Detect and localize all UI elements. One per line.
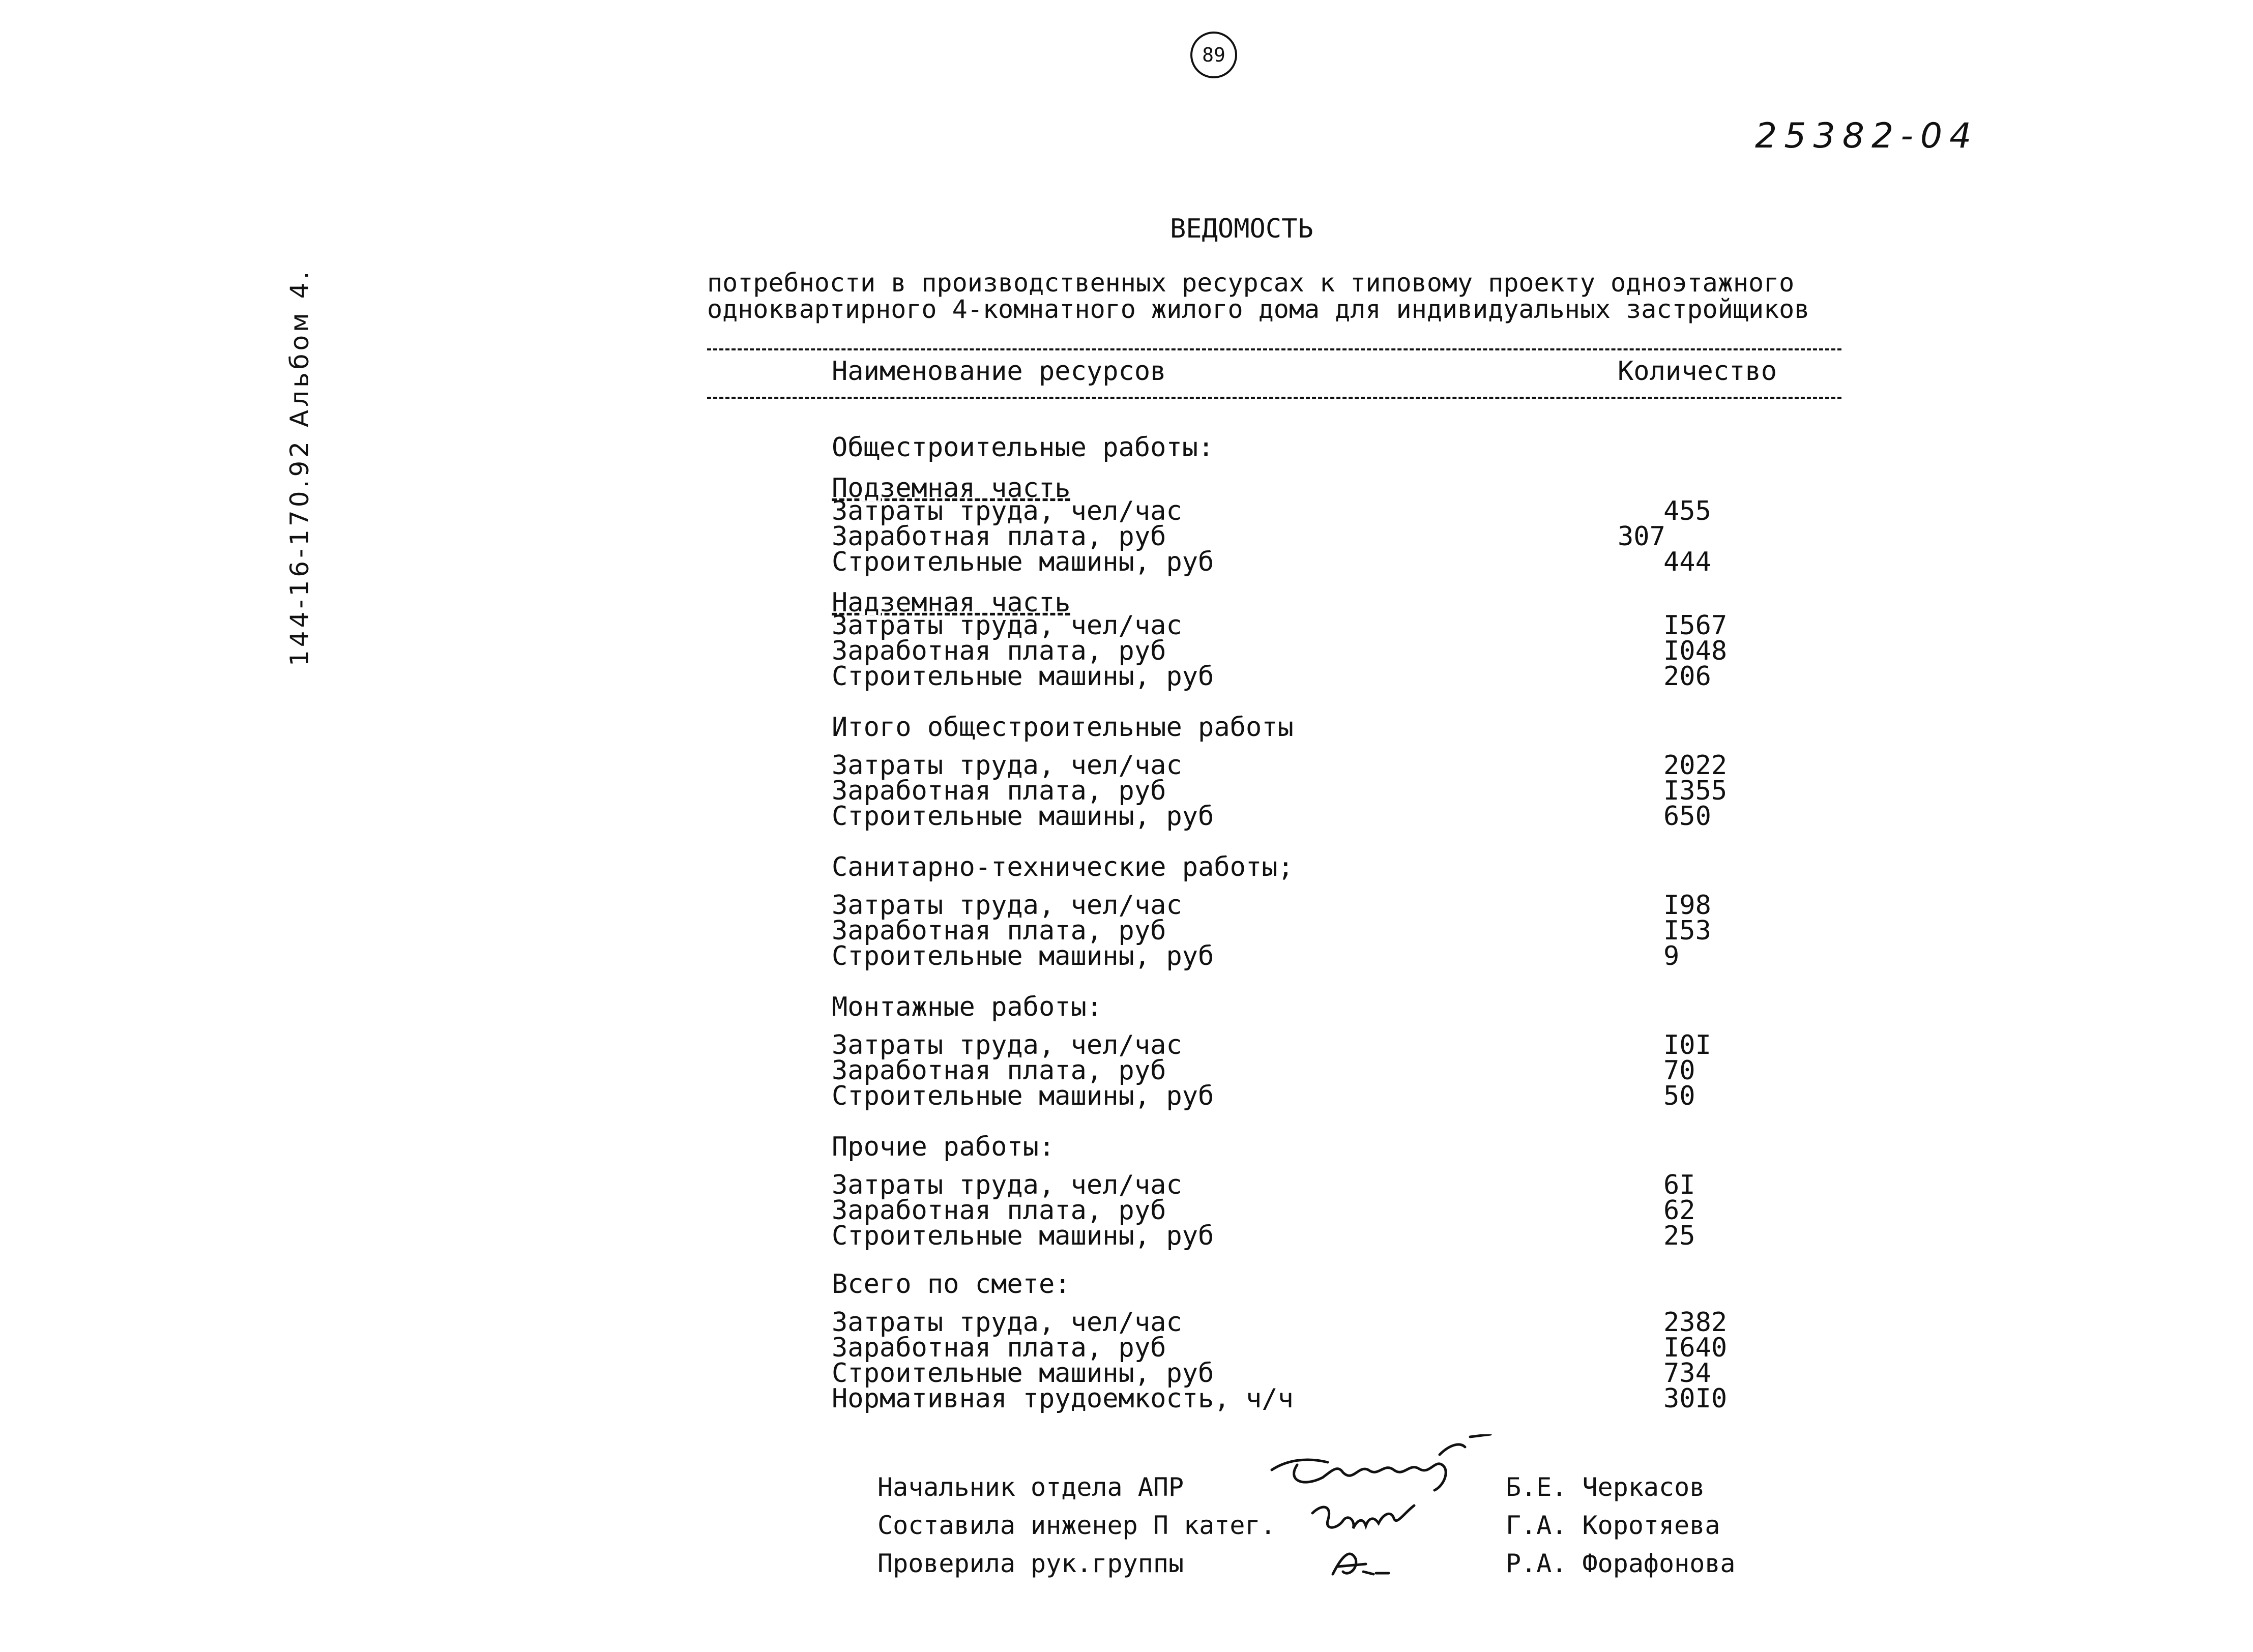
signature-name: Р.А. Форафонова — [1506, 1549, 1736, 1578]
row-label: Строительные машины, руб — [832, 547, 1214, 577]
row-value: 2022 — [1663, 750, 1728, 781]
row-value: 734 — [1663, 1358, 1711, 1389]
row-value: 70 — [1663, 1055, 1695, 1086]
row-label: Строительные машины, руб — [832, 941, 1214, 971]
subtitle-line: потребности в производственных ресурсах к типовому проекту одноэтажного — [707, 268, 1795, 298]
row-label: Затраты труда, чел/час — [832, 890, 1182, 921]
row-value: I0I — [1663, 1030, 1711, 1060]
row-value: 6I — [1663, 1170, 1695, 1200]
row-label: Строительные машины, руб — [832, 1221, 1214, 1251]
section-grand-total-title: Всего по смете: — [832, 1269, 1071, 1300]
row-label: Затраты труда, чел/час — [832, 1307, 1182, 1338]
row-label: Строительные машины, руб — [832, 1081, 1214, 1111]
signature-role: Проверила рук.группы — [877, 1549, 1184, 1578]
row-value: 307 — [1618, 521, 1665, 552]
section-mounting-title: Монтажные работы: — [832, 992, 1103, 1022]
row-label: Затраты труда, чел/час — [832, 750, 1182, 781]
section-other-title: Прочие работы: — [832, 1132, 1055, 1162]
row-value: 206 — [1663, 661, 1711, 692]
document-number: 25382-04 — [1755, 116, 1979, 156]
row-label: Заработная плата, руб — [832, 1055, 1166, 1086]
row-label: Заработная плата, руб — [832, 1333, 1166, 1363]
subsection-underground-title: Подземная часть — [832, 473, 1071, 504]
row-label: Строительные машины, руб — [832, 801, 1214, 832]
row-label: Заработная плата, руб — [832, 521, 1166, 552]
row-value: 650 — [1663, 801, 1711, 832]
row-value: I640 — [1663, 1333, 1728, 1363]
signature-name: Г.А. Коротяева — [1506, 1511, 1720, 1540]
subtitle-line: одноквартирного 4-комнатного жилого дома для индивидуальных застройщиков — [707, 294, 1810, 324]
row-value: I567 — [1663, 610, 1728, 641]
row-label: Заработная плата, руб — [832, 916, 1166, 946]
row-label: Нормативная трудоемкость, ч/ч — [832, 1383, 1294, 1414]
row-label: Затраты труда, чел/час — [832, 496, 1182, 526]
row-value: 50 — [1663, 1081, 1695, 1111]
section-sanitary-title: Санитарно-технические работы; — [832, 852, 1294, 882]
row-label: Заработная плата, руб — [832, 1195, 1166, 1226]
signature-name: Б.Е. Черкасов — [1506, 1472, 1705, 1502]
row-label: Затраты труда, чел/час — [832, 610, 1182, 641]
handwritten-signature — [1307, 1498, 1419, 1544]
row-value: 30I0 — [1663, 1383, 1728, 1414]
row-label: Строительные машины, руб — [832, 661, 1214, 692]
column-header-quantity: Количество — [1618, 356, 1777, 387]
page-number: 89 — [1190, 32, 1237, 78]
header-rule-bottom — [707, 397, 1841, 399]
row-value: 25 — [1663, 1221, 1695, 1251]
row-value: I53 — [1663, 916, 1711, 946]
column-header-name: Наименование ресурсов — [832, 356, 1166, 387]
subsection-aboveground-title: Надземная часть — [832, 587, 1071, 618]
row-value: I98 — [1663, 890, 1711, 921]
row-label: Затраты труда, чел/час — [832, 1030, 1182, 1060]
document-title: ВЕДОМОСТЬ — [1170, 214, 1313, 244]
section-total-general-title: Итого общестроительные работы — [832, 712, 1294, 743]
row-label: Заработная плата, руб — [832, 776, 1166, 806]
section-general-title: Общестроительные работы: — [832, 432, 1214, 463]
signature-role: Составила инженер П катег. — [877, 1511, 1276, 1540]
signature-role: Начальник отдела АПР — [877, 1472, 1184, 1502]
row-label: Затраты труда, чел/час — [832, 1170, 1182, 1200]
row-value: 62 — [1663, 1195, 1695, 1226]
handwritten-signature — [1328, 1544, 1399, 1584]
row-label: Строительные машины, руб — [832, 1358, 1214, 1389]
row-label: Заработная плата, руб — [832, 636, 1166, 666]
row-value: 455 — [1663, 496, 1711, 526]
header-rule-top — [707, 348, 1841, 350]
row-value: I355 — [1663, 776, 1728, 806]
row-value: I048 — [1663, 636, 1728, 666]
document-subtitle — [707, 270, 1809, 322]
handwritten-signature — [1267, 1434, 1501, 1500]
row-value: 2382 — [1663, 1307, 1728, 1338]
album-side-note: 144-16-170.92 Альбом 4. — [285, 268, 314, 666]
row-value: 444 — [1663, 547, 1711, 577]
row-value: 9 — [1663, 941, 1680, 971]
